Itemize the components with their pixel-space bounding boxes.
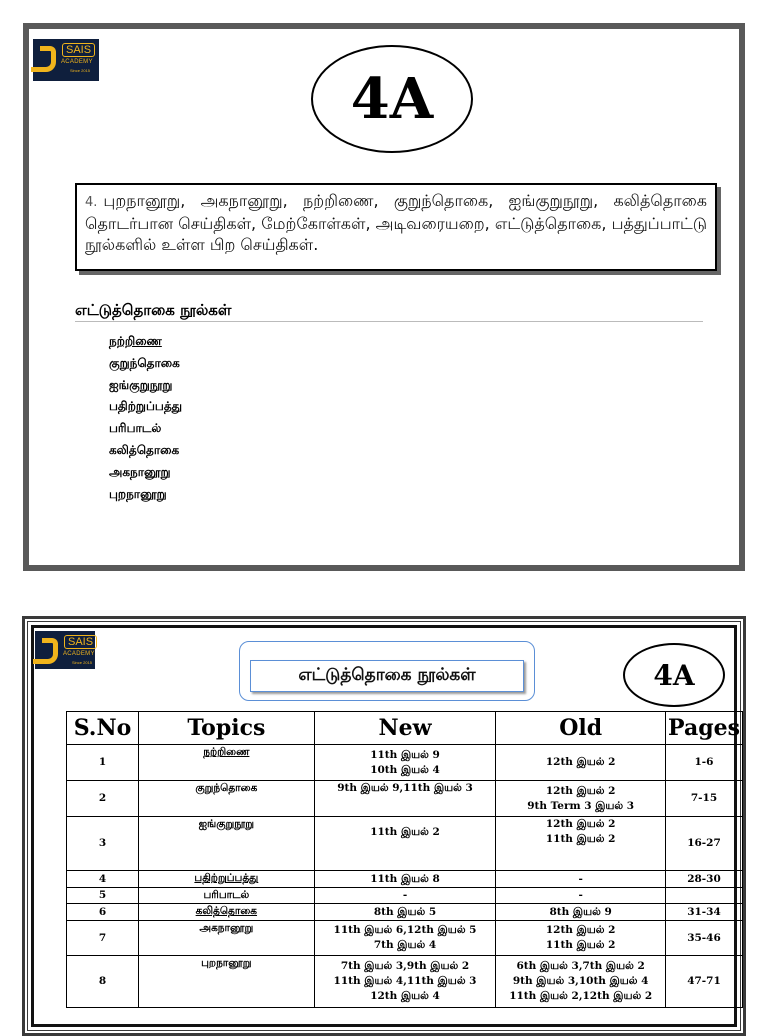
table-row bbox=[67, 921, 743, 956]
old-line: 11th இயல் 2,12th இயல் 2 bbox=[509, 990, 653, 1002]
cell-pages: 16-27 bbox=[665, 817, 742, 871]
table-row bbox=[67, 888, 743, 904]
header-old: Old bbox=[496, 712, 666, 745]
cell-sno: 6 bbox=[67, 904, 139, 921]
old-line: 11th இயல் 2 bbox=[545, 833, 616, 845]
logo-sub: ACADEMY bbox=[63, 651, 95, 657]
cell-topic: பதிற்றுப்பத்து bbox=[138, 871, 314, 888]
logo-mark-icon bbox=[40, 46, 56, 72]
new-line: 10th இயல் 4 bbox=[370, 763, 440, 776]
header-topics: Topics bbox=[138, 712, 314, 745]
old-line: 9th Term 3 இயல் 3 bbox=[527, 799, 635, 812]
list-item: கலித்தொகை bbox=[109, 442, 180, 457]
cell-topic: புறநானூறு bbox=[138, 956, 314, 1008]
list-item: அகநானூறு bbox=[109, 464, 171, 479]
unit-label: 4A bbox=[653, 658, 695, 692]
cell-topic: அகநானூறு bbox=[138, 921, 314, 956]
new-line: 11th இயல் 6,12th இயல் 5 bbox=[333, 924, 477, 936]
new-line: 9th இயல் 9,11th இயல் 3 bbox=[337, 782, 473, 794]
cell-new bbox=[314, 956, 496, 1008]
cell-new bbox=[314, 745, 496, 781]
cell-sno: 4 bbox=[67, 871, 139, 888]
cell-topic: குறுந்தொகை bbox=[138, 781, 314, 817]
cell-old: - bbox=[496, 888, 666, 904]
header-new: New bbox=[314, 712, 496, 745]
syllabus-number: 4. bbox=[85, 195, 98, 210]
book-list bbox=[109, 331, 182, 505]
table-row bbox=[67, 956, 743, 1008]
list-item: நற்றிணை bbox=[109, 334, 162, 348]
new-line: 7th இயல் 3,9th இயல் 2 bbox=[340, 960, 470, 972]
document-page-1 bbox=[23, 23, 745, 571]
cell-sno: 8 bbox=[67, 956, 139, 1008]
list-item: ஐங்குறுநூறு bbox=[109, 377, 173, 392]
old-line: 12th இயல் 2 bbox=[545, 924, 616, 936]
cell-old: 8th இயல் 9 bbox=[496, 904, 666, 921]
old-line: 6th இயல் 3,7th இயல் 2 bbox=[516, 960, 645, 972]
table-header-row bbox=[67, 712, 743, 745]
old-line: 12th இயல் 2 bbox=[545, 784, 616, 797]
cell-old bbox=[496, 921, 666, 956]
list-item: பதிற்றுப்பத்து bbox=[109, 399, 183, 414]
logo-sub: ACADEMY bbox=[61, 59, 93, 65]
page-title: எட்டுத்தொகை நூல்கள் bbox=[250, 660, 524, 692]
cell-old bbox=[496, 781, 666, 817]
cell-new: 8th இயல் 5 bbox=[314, 904, 496, 921]
cell-pages: 1-6 bbox=[665, 745, 742, 781]
logo-brand: SAIS bbox=[64, 635, 97, 649]
heading-divider bbox=[75, 321, 703, 322]
cell-old bbox=[496, 817, 666, 871]
cell-pages: 7-15 bbox=[665, 781, 742, 817]
cell-pages: 31-34 bbox=[665, 904, 742, 921]
logo-mark-icon bbox=[42, 638, 58, 664]
old-line: 9th இயல் 3,10th இயல் 4 bbox=[512, 975, 649, 987]
sais-academy-logo bbox=[35, 631, 95, 669]
document-page-2 bbox=[22, 616, 746, 1036]
cell-old bbox=[496, 745, 666, 781]
cell-topic: பரிபாடல் bbox=[138, 888, 314, 904]
cell-sno: 5 bbox=[67, 888, 139, 904]
old-line: 11th இயல் 2 bbox=[545, 939, 616, 951]
table-row bbox=[67, 817, 743, 871]
list-item: புறநானூறு bbox=[109, 486, 167, 501]
table-row bbox=[67, 904, 743, 921]
title-box bbox=[239, 641, 535, 701]
new-line: 12th இயல் 4 bbox=[370, 990, 440, 1002]
logo-since: Since 2015 bbox=[70, 68, 91, 73]
header-pages: Pages bbox=[665, 712, 742, 745]
cell-sno: 7 bbox=[67, 921, 139, 956]
table-row bbox=[67, 871, 743, 888]
cell-new: 11th இயல் 8 bbox=[314, 871, 496, 888]
cell-topic: ஐங்குறுநூறு bbox=[138, 817, 314, 871]
cell-topic: நற்றிணை bbox=[138, 745, 314, 781]
cell-new bbox=[314, 921, 496, 956]
cell-new bbox=[314, 781, 496, 817]
cell-new bbox=[314, 817, 496, 871]
cell-old: - bbox=[496, 871, 666, 888]
cell-sno: 2 bbox=[67, 781, 139, 817]
new-line: 7th இயல் 4 bbox=[373, 939, 437, 951]
table-row bbox=[67, 745, 743, 781]
cell-old bbox=[496, 956, 666, 1008]
logo-brand: SAIS bbox=[62, 43, 95, 57]
cell-pages: 28-30 bbox=[665, 871, 742, 888]
syllabus-text: புறநானூறு, அகநானூறு, நற்றிணை, குறுந்தொகை, ஐங்குறுநூறு, கலித்தொகை தொடர்பான செய்திகள், மேற்கோள்கள், அடிவரையறை, எட்டுத்தொகை, பத்துப்பாட்டு நூல்களில் உள்ள பிற செய்திகள். bbox=[85, 191, 707, 254]
old-line: 12th இயல் 2 bbox=[545, 818, 616, 830]
topics-table bbox=[66, 711, 743, 1008]
unit-oval bbox=[311, 45, 473, 153]
list-item: பரிபாடல் bbox=[109, 421, 162, 436]
cell-pages bbox=[665, 888, 742, 904]
list-item: குறுந்தொகை bbox=[109, 355, 180, 370]
logo-since: Since 2015 bbox=[72, 660, 93, 665]
unit-label: 4A bbox=[350, 66, 434, 132]
section-heading: எட்டுத்தொகை நூல்கள் bbox=[75, 301, 232, 319]
new-line: 11th இயல் 4,11th இயல் 3 bbox=[333, 975, 477, 987]
new-line: 11th இயல் 2 bbox=[370, 826, 440, 838]
cell-new: - bbox=[314, 888, 496, 904]
cell-sno: 3 bbox=[67, 817, 139, 871]
table-row bbox=[67, 781, 743, 817]
syllabus-box bbox=[75, 183, 717, 271]
cell-pages: 35-46 bbox=[665, 921, 742, 956]
sais-academy-logo bbox=[33, 39, 99, 81]
unit-oval bbox=[623, 643, 725, 707]
cell-sno: 1 bbox=[67, 745, 139, 781]
header-sno: S.No bbox=[67, 712, 139, 745]
new-line: 11th இயல் 9 bbox=[370, 748, 440, 761]
cell-pages: 47-71 bbox=[665, 956, 742, 1008]
old-line: 12th இயல் 2 bbox=[545, 756, 616, 768]
cell-topic: கலித்தொகை bbox=[138, 904, 314, 921]
